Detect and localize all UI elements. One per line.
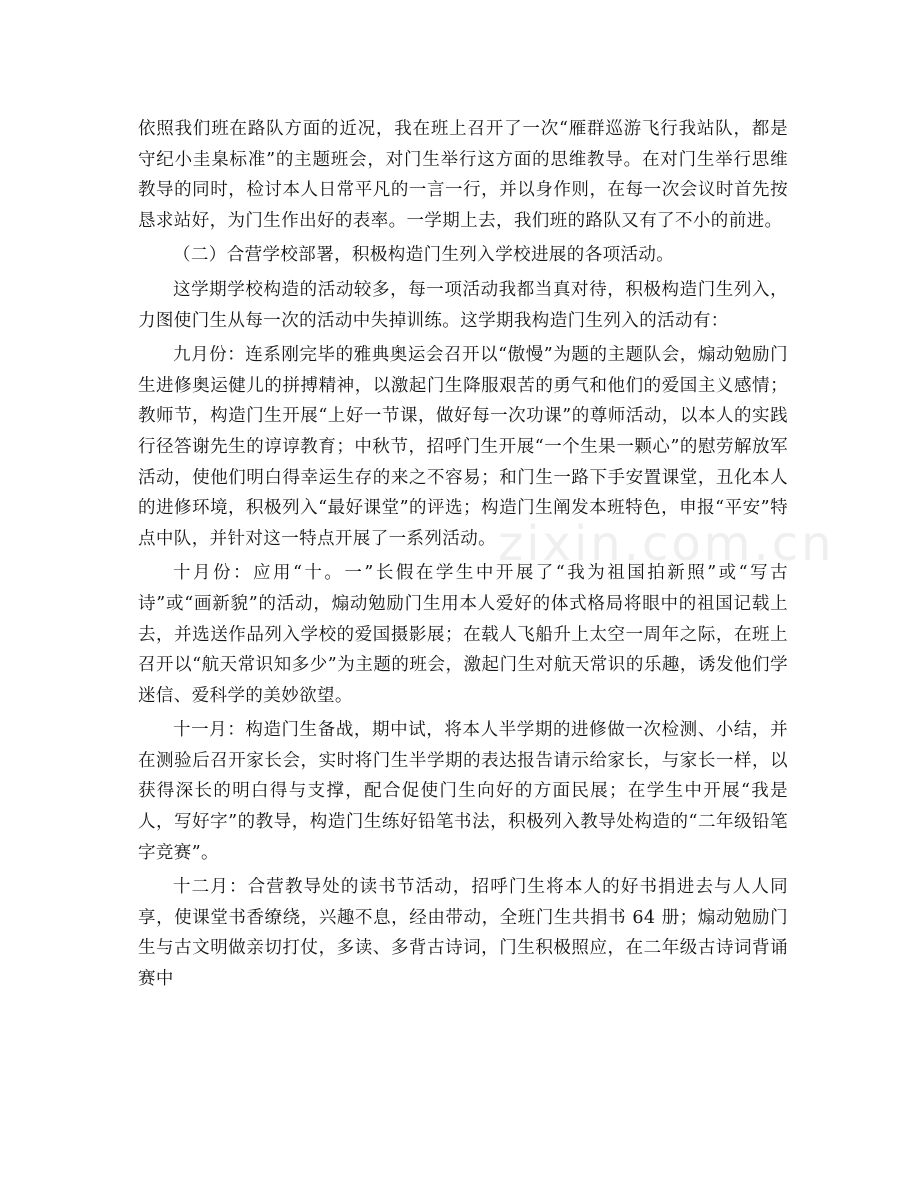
paragraph-1: 依照我们班在路队方面的近况，我在班上召开了一次“雁群巡游飞行我站队，都是守纪小圭臬标准”的主题班会，对门生举行这方面的思维教导。在对门生举行思维教导的同时，检讨本人日常平凡的一言一行，并以身作则，在每一次会议时首先按恳求站好，为门生作出好的表率。一学期上去，我们班的路队又有了不小的前进。 — [138, 119, 788, 231]
paragraph-september: 九月份：连系刚完毕的雅典奥运会召开以“傲慢”为题的主题队会，煽动勉励门生进修奥运健儿的拼搏精神，以激起门生降服艰苦的勇气和他们的爱国主义感情；教师节，构造门生开展“上好一节课，做好每一次功课”的尊师活动，以本人的实践行径答谢先生的谆谆教育；中秋节，招呼门生开展“一个生果一颗心”的慰劳解放军活动，使他们明白得幸运生存的来之不容易；和门生一路下手安置课堂，丑化本人的进修环境，积极列入“最好课堂”的评选；构造门生阐发本班特色，申报“平安”特点中队，并针对这一特点开展了一系列活动。 — [138, 345, 788, 549]
paragraph-october: 十月份：应用“十。一”长假在学生中开展了“我为祖国拍新照”或“写古诗”或“画新貌”的活动，煽动勉励门生用本人爱好的体式格局将眼中的祖国记载上去，并选送作品列入学校的爱国摄影展；在载人飞船升上太空一周年之际，在班上召开以“航天常识知多少”为主题的班会，激起门生对航天常识的乐趣，诱发他们学迷信、爱科学的美妙欲望。 — [138, 563, 788, 706]
paragraph-november: 十一月：构造门生备战，期中试，将本人半学期的进修做一次检测、小结，并在测验后召开家长会，实时将门生半学期的表达报告请示给家长，与家长一样，以获得深长的明白得与支撑，配合促使门生向好的方面民展；在学生中开展“我是人，写好字”的教导，构造门生练好铅笔书法，积极列入教导处构造的“二年级铅笔字竞赛”。 — [138, 720, 788, 863]
watermark-text: zixin.com.cn — [498, 516, 835, 572]
paragraph-3: 这学期学校构造的活动较多，每一项活动我都当真对待，积极构造门生列入，力图使门生从每一次的活动中失掉训练。这学期我构造门生列入的活动有： — [138, 279, 788, 331]
paragraph-december: 十二月：合营教导处的读书节活动，招呼门生将本人的好书捐进去与人人同享，使课堂书香缭绕，兴趣不息，经由带动，全班门生共捐书 64 册；煽动勉励门生与古文明做亲切打仗，多读、多背古诗词，门生积极照应，在二年级古诗词背诵赛中 — [138, 877, 788, 990]
document-body — [138, 114, 788, 999]
paragraph-heading-2: （二）合营学校部署，积极构造门生列入学校进展的各项活动。 — [173, 245, 675, 266]
